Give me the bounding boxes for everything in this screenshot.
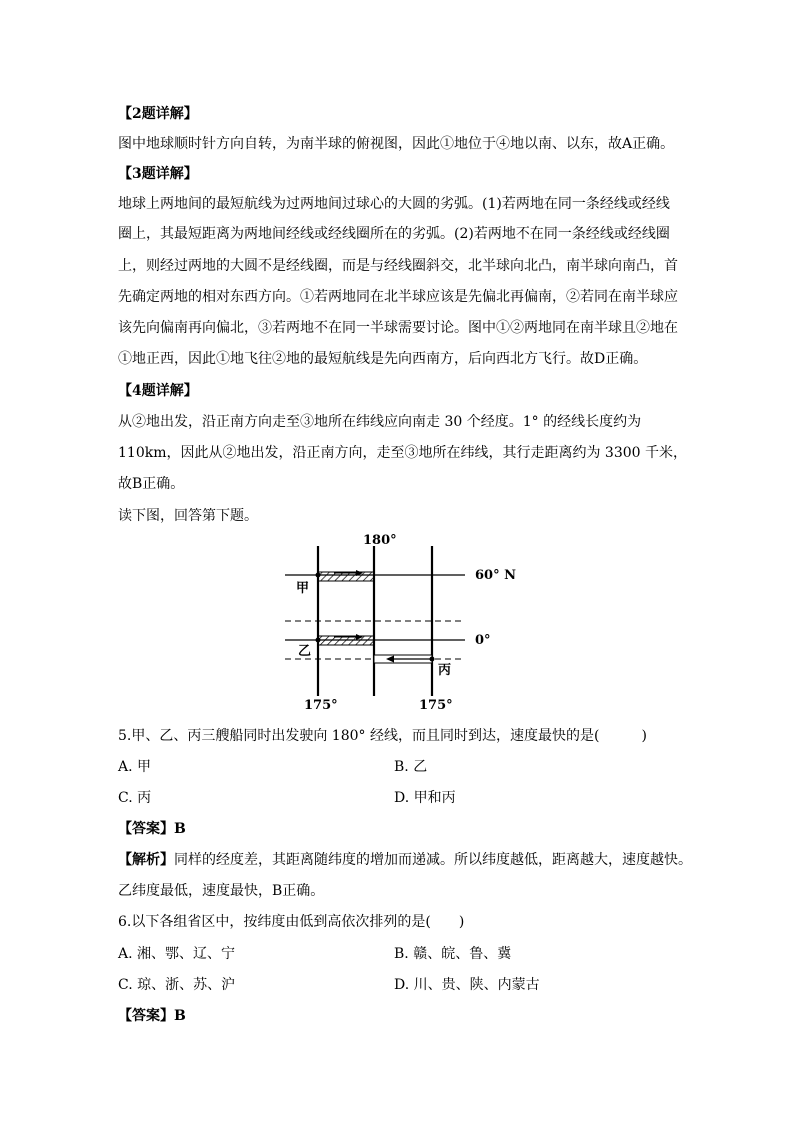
q6-stem: 6.以下各组省区中，按纬度由低到高依次排列的是( ) (118, 914, 465, 930)
q3-line: 上，则经过两地的大圆不是经线圈，而是与经线圈斜交，北半球向北凸，南半球向南凸，首 (118, 258, 678, 274)
label-180: 180° (363, 533, 397, 548)
label-jia: 甲 (296, 581, 310, 596)
q6-option-a: A. 湘、鄂、辽、宁 (118, 946, 236, 962)
ship-route-diagram (270, 532, 530, 712)
label-60n: 60° N (475, 568, 516, 583)
q4-header: 【4题详解】 (118, 383, 198, 399)
q5-analysis-text: 同样的经度差，其距离随纬度的增加而递减。所以纬度越低，距离越大，速度越快。 (174, 852, 692, 868)
label-yi: 乙 (298, 644, 312, 659)
q5-answer: 【答案】B (118, 821, 186, 837)
q3-line: 圈上，其最短距离为两地间经线或经线圈所在的劣弧。(2)若两地不在同一条经线或经线圈 (118, 226, 670, 242)
q5-stem: 5.甲、乙、丙三艘船同时出发驶向 180° 经线，而且同时到达，速度最快的是( ) (118, 728, 647, 744)
q4-line: 故B正确。 (118, 476, 185, 492)
q6-option-c: C. 琼、浙、苏、沪 (118, 977, 236, 993)
q4-line: 110km，因此从②地出发，沿正南方向，走至③地所在纬线，其行走距离约为 3300 千米， (118, 445, 688, 461)
label-175-right: 175° (419, 698, 453, 712)
q5-option-d: D. 甲和丙 (394, 790, 456, 806)
ship-bing-dot (430, 657, 435, 662)
q5-option-b: B. 乙 (394, 759, 428, 775)
q2-text: 图中地球顺时针方向自转，为南半球的俯视图，因此①地位于④地以南、以东，故A正确。 (118, 136, 675, 152)
q6-option-d: D. 川、贵、陕、内蒙古 (394, 977, 540, 993)
q3-line: 先确定两地的相对东西方向。①若两地同在北半球应该是先偏北再偏南，②若同在南半球应 (118, 289, 678, 305)
q6-answer: 【答案】B (118, 1008, 186, 1024)
label-bing: 丙 (438, 663, 452, 678)
q3-line: 该先向偏南再向偏北，③若两地不在同一半球需要讨论。图中①②两地同在南半球且②地在 (118, 320, 678, 336)
q5-analysis (118, 850, 692, 870)
q5-analysis-line2: 乙纬度最低，速度最快，B正确。 (118, 883, 325, 899)
q3-line: ①地正西，因此①地飞往②地的最短航线是先向西南方，后向西北方飞行。故D正确。 (118, 351, 648, 367)
ship-jia-dot (316, 573, 321, 578)
q5-option-c: C. 丙 (118, 790, 152, 806)
label-175-left: 175° (304, 698, 338, 712)
q3-header: 【3题详解】 (118, 166, 198, 182)
figure-intro: 读下图，回答第下题。 (118, 508, 258, 524)
q6-option-b: B. 赣、皖、鲁、冀 (394, 946, 512, 962)
q5-analysis-label: 【解析】 (118, 852, 174, 868)
ship-yi-dot (316, 638, 321, 643)
q5-option-a: A. 甲 (118, 759, 152, 775)
q3-line: 地球上两地间的最短航线为过两地间过球心的大圆的劣弧。(1)若两地在同一条经线或经线 (118, 196, 670, 212)
q4-line: 从②地出发，沿正南方向走至③地所在纬线应向南走 30 个经度。1° 的经线长度约为 (118, 414, 642, 430)
label-equator: 0° (475, 633, 491, 648)
q2-header: 【2题详解】 (118, 106, 198, 122)
